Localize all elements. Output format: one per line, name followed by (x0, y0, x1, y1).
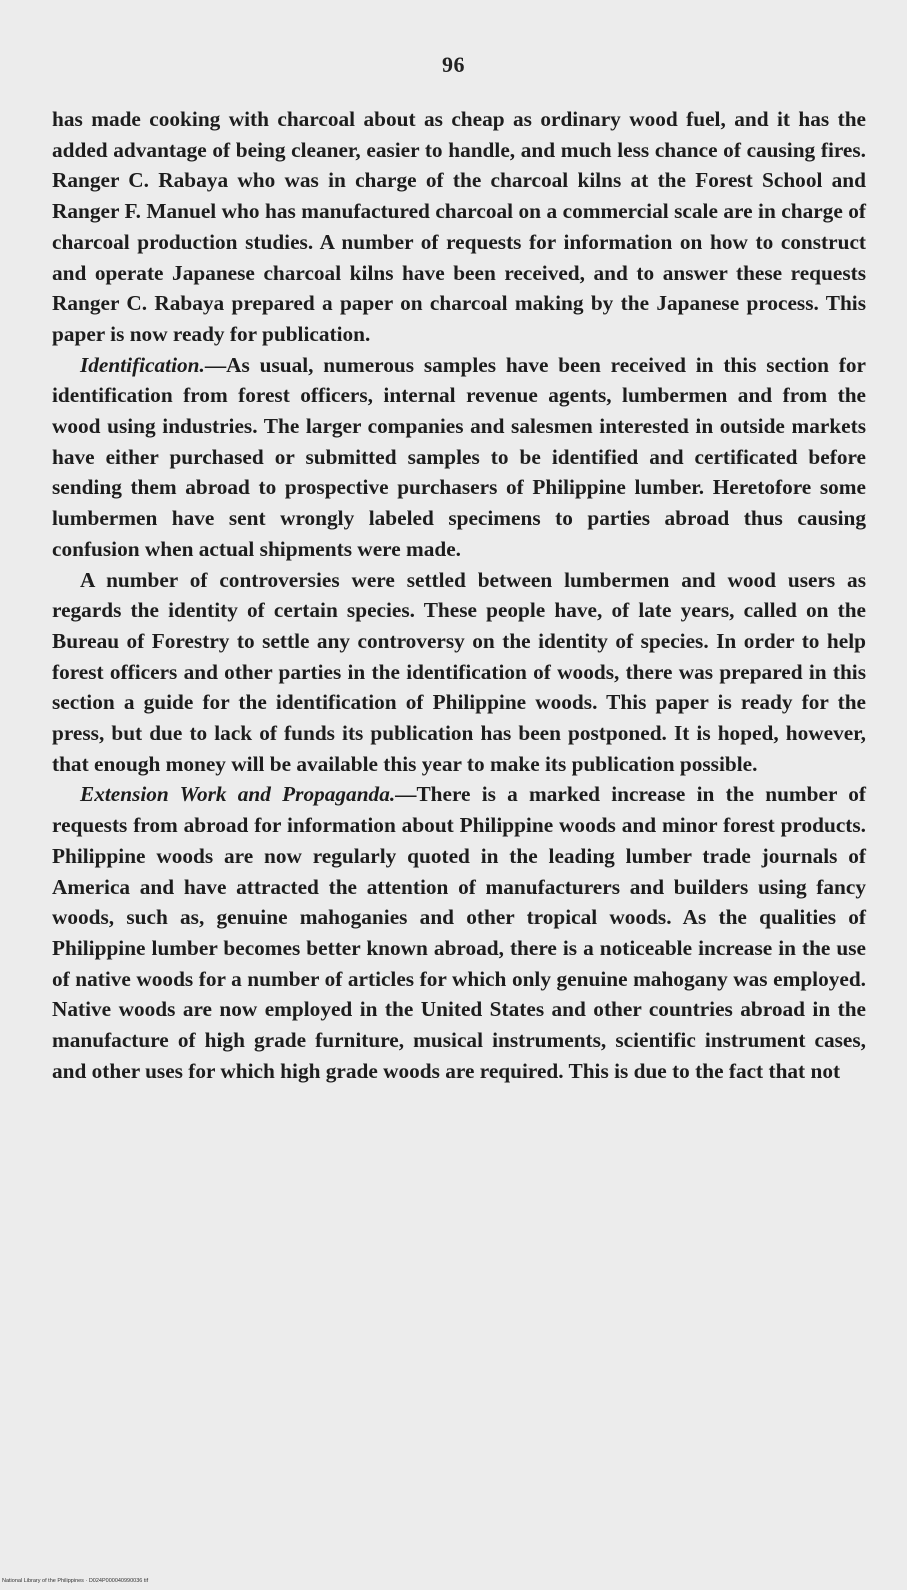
body-text (52, 104, 866, 1087)
paragraph-text: —As usual, numerous samples have been received in this section for identification from forest officers, internal revenue agents, lumbermen and from the wood using industries. The larger companies and salesmen interested in outside markets have either purchased or submitted samples to be identified and certificated before sending them abroad to prospective purchasers of Philippine lumber. Heretofore some lumbermen have sent wrongly labeled specimens to parties abroad thus causing confusion when actual shipments were made. (52, 352, 866, 561)
paragraph-extension-work (52, 779, 866, 1086)
section-heading-extension-work: Extension Work and Propaganda. (80, 782, 396, 807)
archive-footer: National Library of the Philippines · D024P000040990036 tif (2, 1578, 149, 1584)
paragraph-text: A number of controversies were settled between lumbermen and wood users as regards the identity of certain species. These people have, of late years, called on the Bureau of Forestry to settle any controversy on the identity of species. In order to help forest officers and other parties in the identification of woods, there was prepared in this section a guide for the identification of Philippine woods. This paper is ready for the press, but due to lack of funds its publication has been postponed. It is hoped, however, that enough money will be available this year to make its publication possible. (52, 567, 866, 776)
paragraph-text: —There is a marked increase in the number of requests from abroad for information about Philippine woods and minor forest products. Philippine woods are now regularly quoted in the leading lumber trade journals of America and have attracted the attention of manufacturers and builders using fancy woods, such as, genuine mahoganies and other tropical woods. As the qualities of Philippine lumber becomes better known abroad, there is a noticeable increase in the use of native woods for a number of articles for which only genuine mahogany was employed. Native woods are now employed in the United States and other countries abroad in the manufacture of high grade furniture, musical instruments, scientific instrument cases, and other uses for which high grade woods are required. This is due to the fact that not (52, 782, 866, 1083)
paragraph-controversies (52, 565, 866, 780)
section-heading-identification: Identification. (80, 352, 205, 377)
paragraph-text: has made cooking with charcoal about as cheap as ordinary wood fuel, and it has the added advantage of being cleaner, easier to handle, and much less chance of causing fires. Ranger C. Rabaya who was in charge of the charcoal kilns at the Forest School and Ranger F. Manuel who has manufactured charcoal on a commercial scale are in charge of charcoal production studies. A number of requests for information on how to construct and operate Japanese charcoal kilns have been received, and to answer these requests Ranger C. Rabaya prepared a paper on charcoal making by the Japanese process. This paper is now ready for publication. (52, 107, 866, 346)
page-number: 96 (442, 52, 465, 77)
paragraph-identification (52, 350, 866, 565)
paragraph-charcoal (52, 104, 866, 350)
